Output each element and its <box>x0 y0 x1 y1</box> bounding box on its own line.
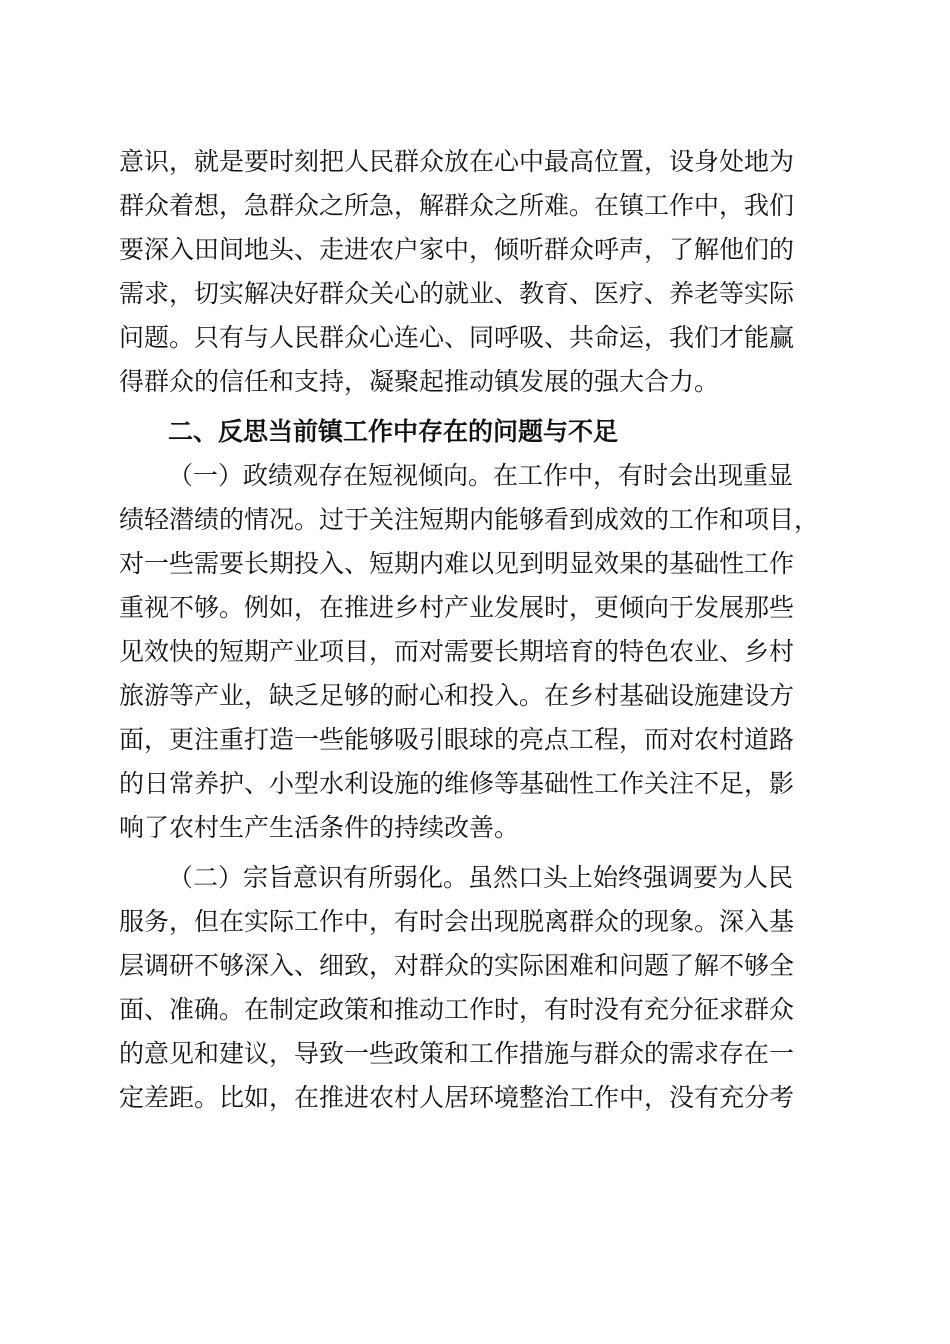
paragraph-line: 需求，切实解决好群众关心的就业、教育、医疗、养老等实际 <box>119 279 795 308</box>
paragraph-line: 问题。只有与人民群众心连心、同呼吸、共命运，我们才能赢 <box>119 323 795 352</box>
paragraph-line: 重视不够。例如，在推进乡村产业发展时，更倾向于发展那些 <box>119 593 795 622</box>
paragraph-line: 意识，就是要时刻把人民群众放在心中最高位置，设身处地为 <box>119 147 795 176</box>
subsection-text: 在工作中，有时会出现重显 <box>493 461 794 490</box>
subsection-first-line <box>168 454 793 498</box>
paragraph-line: 面，更注重打造一些能够吸引眼球的亮点工程，而对农村道路 <box>119 725 795 754</box>
paragraph-line: 面、准确。在制定政策和推动工作时，有时没有充分征求群众 <box>119 995 795 1024</box>
paragraph-line: 对一些需要长期投入、短期内难以见到明显效果的基础性工作 <box>119 549 795 578</box>
paragraph-line: 绩轻潜绩的情况。过于关注短期内能够看到成效的工作和项目， <box>119 505 820 534</box>
subsection-first-line <box>168 856 793 900</box>
paragraph-line: 层调研不够深入、细致，对群众的实际困难和问题了解不够全 <box>119 951 795 980</box>
paragraph-line: 的意见和建议，导致一些政策和工作措施与群众的需求存在一 <box>119 1039 795 1068</box>
paragraph-line: 旅游等产业，缺乏足够的耐心和投入。在乡村基础设施建设方 <box>119 681 795 710</box>
paragraph-line: 定差距。比如，在推进农村人居环境整治工作中，没有充分考 <box>119 1083 795 1112</box>
subsection-text: 虽然口头上始终强调要为人民 <box>468 863 794 892</box>
paragraph-line: 要深入田间地头、走进农户家中，倾听群众呼声，了解他们的 <box>119 235 795 264</box>
subsection-title: （二）宗旨意识有所弱化。 <box>168 863 469 892</box>
paragraph-line: 得群众的信任和支持，凝聚起推动镇发展的强大合力。 <box>119 367 720 396</box>
section-heading: 二、反思当前镇工作中存在的问题与不足 <box>168 417 619 446</box>
paragraph-line: 群众着想，急群众之所急，解群众之所难。在镇工作中，我们 <box>119 191 795 220</box>
paragraph-line: 的日常养护、小型水利设施的维修等基础性工作关注不足，影 <box>119 769 795 798</box>
paragraph-line: 服务，但在实际工作中，有时会出现脱离群众的现象。深入基 <box>119 907 795 936</box>
subsection-title: （一）政绩观存在短视倾向。 <box>168 461 494 490</box>
paragraph-line: 见效快的短期产业项目，而对需要长期培育的特色农业、乡村 <box>119 637 795 666</box>
paragraph-line: 响了农村生产生活条件的持续改善。 <box>119 813 520 842</box>
